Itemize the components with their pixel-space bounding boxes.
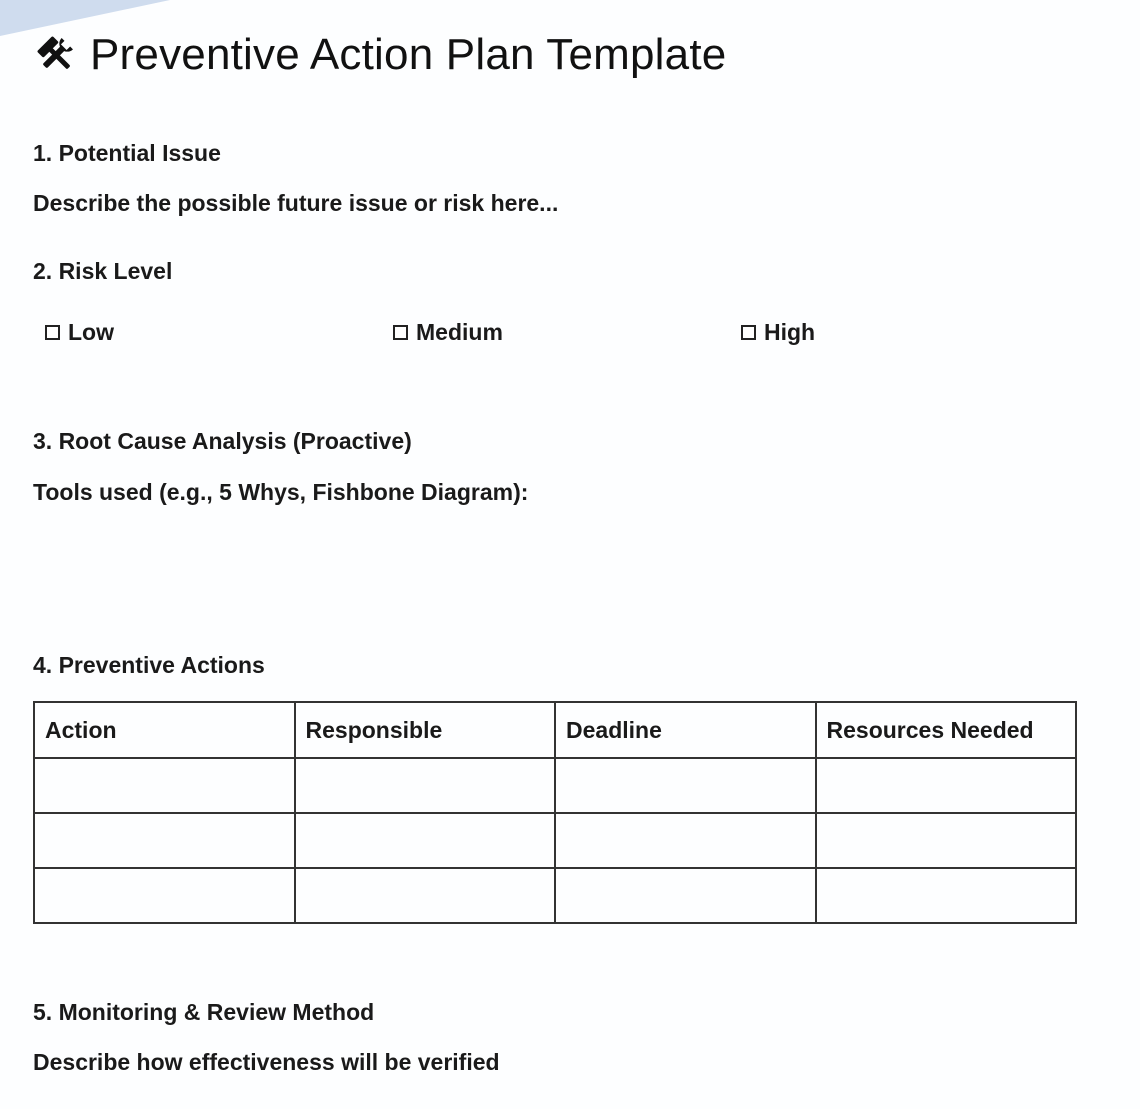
table-row (34, 813, 1076, 868)
column-header-responsible: Responsible (295, 702, 556, 758)
table-header-row (34, 702, 1076, 758)
root-cause-prompt[interactable]: Tools used (e.g., 5 Whys, Fishbone Diagram): (33, 479, 529, 505)
monitoring-heading: 5. Monitoring & Review Method (33, 999, 375, 1025)
hammer-and-wrench-icon (36, 35, 76, 75)
table-cell[interactable] (555, 813, 816, 868)
table-cell[interactable] (555, 758, 816, 813)
root-cause-heading: 3. Root Cause Analysis (Proactive) (33, 428, 412, 454)
table-cell[interactable] (816, 758, 1077, 813)
table-cell[interactable] (295, 813, 556, 868)
checkbox-icon[interactable] (45, 325, 60, 340)
risk-option-medium[interactable] (393, 319, 503, 346)
table-cell[interactable] (34, 813, 295, 868)
table-row (34, 868, 1076, 923)
risk-option-label: High (764, 319, 816, 345)
table-cell[interactable] (34, 758, 295, 813)
column-header-action: Action (34, 702, 295, 758)
risk-option-high[interactable] (741, 319, 815, 346)
risk-level-heading: 2. Risk Level (33, 258, 173, 284)
table-cell[interactable] (816, 868, 1077, 923)
table-cell[interactable] (816, 813, 1077, 868)
table-cell[interactable] (34, 868, 295, 923)
preventive-actions-table (33, 701, 1077, 924)
potential-issue-prompt[interactable]: Describe the possible future issue or risk here... (33, 190, 559, 216)
risk-option-label: Medium (416, 319, 503, 345)
page-title: Preventive Action Plan Template (90, 30, 727, 79)
table-cell[interactable] (295, 868, 556, 923)
checkbox-icon[interactable] (741, 325, 756, 340)
risk-option-label: Low (68, 319, 114, 345)
column-header-deadline: Deadline (555, 702, 816, 758)
monitoring-prompt[interactable]: Describe how effectiveness will be verified (33, 1049, 500, 1075)
checkbox-icon[interactable] (393, 325, 408, 340)
table-row (34, 758, 1076, 813)
table-cell[interactable] (295, 758, 556, 813)
preventive-actions-heading: 4. Preventive Actions (33, 652, 265, 678)
potential-issue-heading: 1. Potential Issue (33, 140, 221, 166)
title-row (36, 30, 727, 79)
risk-option-low[interactable] (45, 319, 114, 346)
column-header-resources: Resources Needed (816, 702, 1077, 758)
table-cell[interactable] (555, 868, 816, 923)
